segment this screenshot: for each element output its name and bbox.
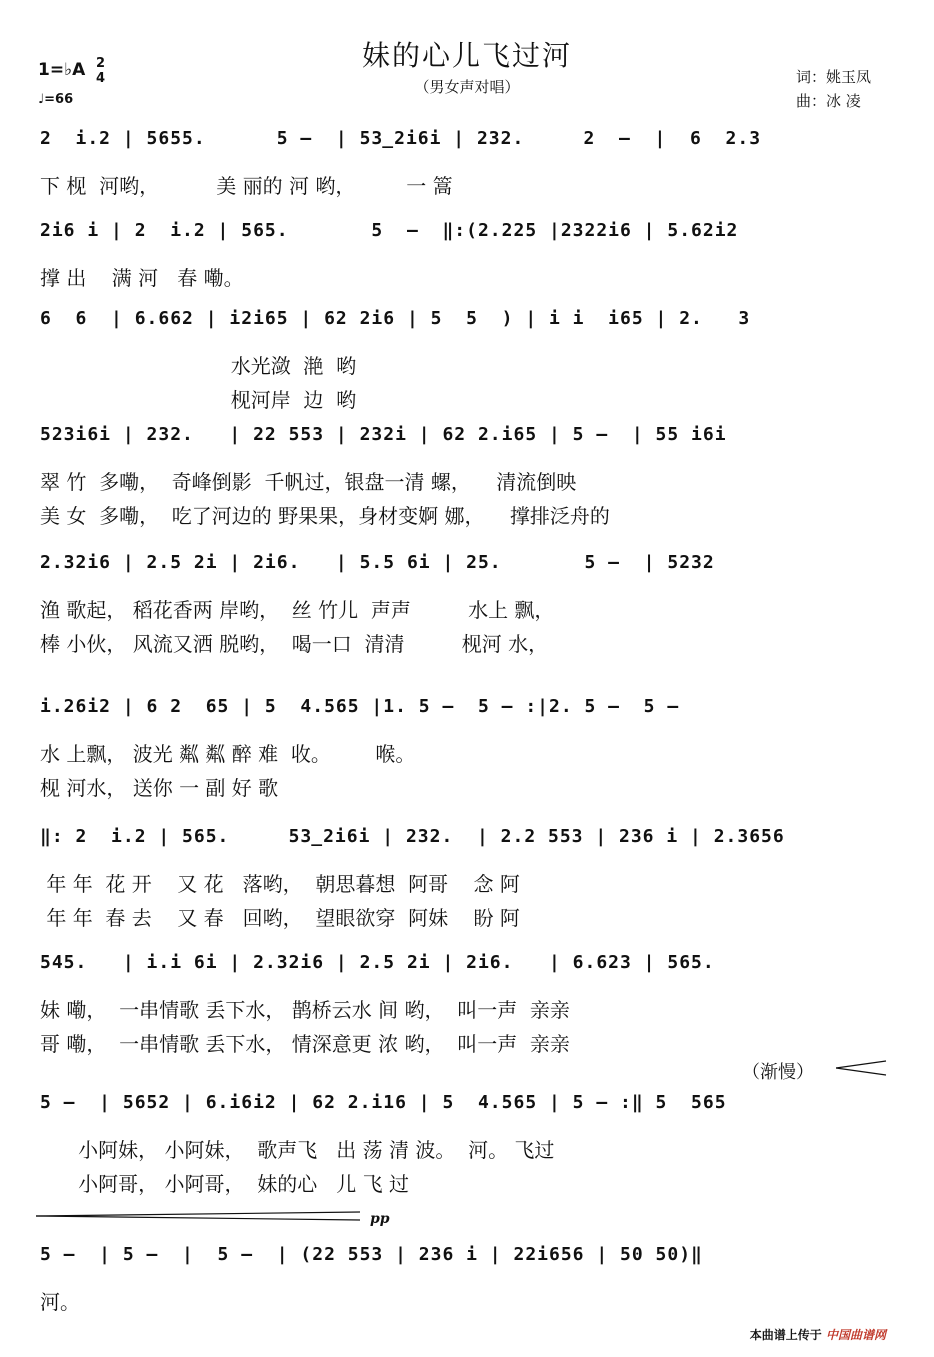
notation-line: i.26i2 | 6 2 65 | 5 4.565 |1. 5 – 5 – :|2. 5 – 5 – — [40, 696, 680, 717]
site-logo: 中国曲谱网 — [825, 1328, 886, 1342]
lyric-line: 枧河岸 边 哟 — [40, 388, 357, 412]
footer-upload-text: 本曲谱上传于 — [749, 1328, 822, 1342]
lyric-line: 河。 — [40, 1290, 80, 1314]
notation-line: 5 – | 5652 | 6.i6i2 | 62 2.i16 | 5 4.565 | 5 – :‖ 5 565 — [40, 1092, 727, 1113]
lyric-line: 年 年 春 去 又 春 回哟， 望眼欲穿 阿妹 盼 阿 — [40, 906, 520, 930]
song-subtitle: （男女声对唱） — [414, 78, 520, 96]
footer-credit — [750, 1326, 886, 1343]
lyric-line: 小阿哥， 小阿哥， 妹的心 儿 飞 过 — [40, 1172, 410, 1196]
lyric-line: 美 女 多嘞， 吃了河边的 野果果，身材变婀 娜， 撑排泛舟的 — [40, 504, 610, 528]
song-title: 妹的心儿飞过河 — [361, 39, 572, 72]
lyricist-credit: 词：姚玉凤 — [796, 68, 872, 86]
time-top: 2 — [96, 56, 106, 71]
lyric-line: 下 枧 河哟， 美 丽的 河 哟， 一 篙 — [40, 174, 453, 198]
notation-line: 2 i.2 | 5655. 5 – | 53̲2i6i | 232. 2 – | 6 2.3 — [40, 128, 762, 149]
lyric-line: 水光潋 滟 哟 — [40, 354, 357, 378]
lyric-line: 翠 竹 多嘞， 奇峰倒影 千帆过，银盘一清 螺， 清流倒映 — [40, 470, 577, 494]
lyric-line: 撑 出 满 河 春 嘞。 — [40, 266, 244, 290]
lyric-line: 妹 嘞， 一串情歌 丢下水， 鹊桥云水 间 哟， 叫一声 亲亲 — [40, 998, 570, 1022]
time-bottom: 4 — [96, 71, 106, 86]
lyric-line: 枧 河水， 送你 一 副 好 歌 — [40, 776, 279, 800]
lyric-line: 年 年 花 开 又 花 落哟， 朝思暮想 阿哥 念 阿 — [40, 872, 520, 896]
notation-line: 2.32i6 | 2.5 2i | 2i6. | 5.5 6i | 25. 5 – | 5232 — [40, 552, 715, 573]
long-hairpin — [36, 1209, 362, 1223]
lyric-line: 棒 小伙， 风流又洒 脱哟， 喝一口 清清 枧河 水， — [40, 632, 549, 656]
slower-marking: （渐慢） — [742, 1062, 814, 1083]
tempo-marking: ♩=66 — [38, 92, 74, 107]
lyric-line: 小阿妹， 小阿妹， 歌声飞 出 荡 清 波。 河。 飞过 — [40, 1138, 555, 1162]
key-signature: 1=♭A — [38, 60, 86, 80]
composer-credit: 曲：冰 凌 — [796, 92, 861, 110]
lyric-line: 渔 歌起， 稻花香两 岸哟， 丝 竹儿 声声 水上 飘， — [40, 598, 555, 622]
notation-line: 6 6 | 6.662 | i2i65 | 62 2i6 | 5 5 ) | i i i65 | 2. 3 — [40, 308, 751, 329]
time-signature — [96, 56, 105, 86]
notation-line: 523i6i | 232. | 22 553 | 232i | 62 2.i65 | 5 – | 55 i6i — [40, 424, 727, 445]
dynamic-marking: pp — [370, 1211, 390, 1227]
notation-line: 545. | i.i 6i | 2.32i6 | 2.5 2i | 2i6. | 6.623 | 565. — [40, 952, 715, 973]
decrescendo-hairpin — [836, 1058, 888, 1078]
notation-line: 5 – | 5 – | 5 – | (22 553 | 236 i | 22i656 | 50 50)‖ — [40, 1244, 703, 1265]
lyric-line: 哥 嘞， 一串情歌 丢下水， 情深意更 浓 哟， 叫一声 亲亲 — [40, 1032, 570, 1056]
lyric-line: 水 上飘， 波光 粼 粼 醉 难 收。 喉。 — [40, 742, 416, 766]
notation-line: 2i6 i | 2 i.2 | 565. 5 – ‖:(2.225 |2322i6 | 5.62i2 — [40, 220, 739, 241]
notation-line: ‖: 2 i.2 | 565. 53̲2i6i | 232. | 2.2 553 | 236 i | 2.3656 — [40, 826, 785, 847]
